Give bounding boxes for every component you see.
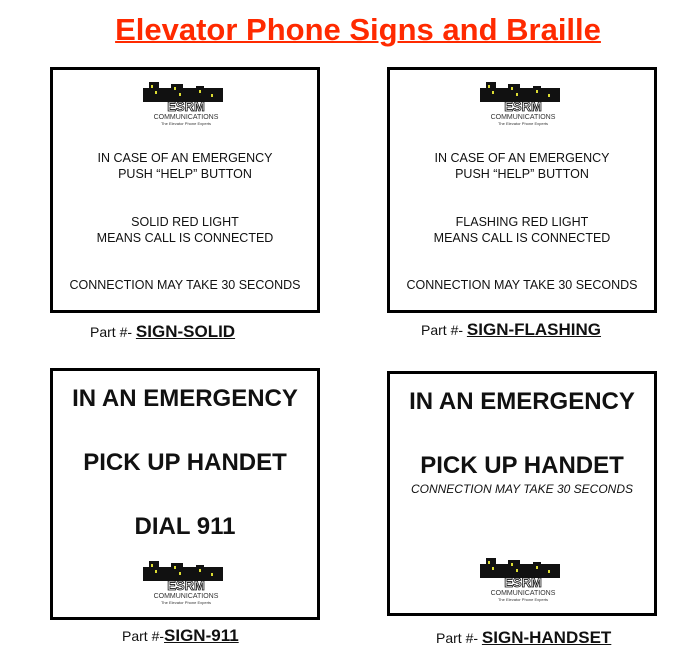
sign-text: PICK UP HANDET — [83, 449, 287, 476]
svg-text:ESRM: ESRM — [167, 578, 205, 593]
part-code: SIGN-SOLID — [135, 322, 236, 341]
sign-text: PUSH “HELP” BUTTON — [118, 167, 252, 181]
sign-text: CONNECTION MAY TAKE 30 SECONDS — [406, 278, 638, 292]
part-label: Part #- — [436, 630, 479, 646]
esrm-logo — [478, 554, 568, 604]
svg-text:The Elevator Phone Experts: The Elevator Phone Experts — [160, 121, 212, 126]
sign-text: PUSH “HELP” BUTTON — [455, 167, 589, 181]
part-number — [436, 628, 611, 648]
part-label: Part #- — [122, 628, 165, 644]
svg-text:ESRM: ESRM — [504, 575, 542, 590]
part-label: Part #- — [421, 322, 464, 338]
sign-flashing — [387, 67, 657, 313]
svg-text:COMMUNICATIONS: COMMUNICATIONS — [153, 593, 219, 600]
part-number — [421, 320, 601, 340]
sign-911 — [50, 368, 320, 620]
sign-text: FLASHING RED LIGHT — [455, 215, 589, 229]
part-code: SIGN-911 — [164, 626, 239, 645]
part-code: SIGN-FLASHING — [466, 320, 602, 339]
sign-text: MEANS CALL IS CONNECTED — [433, 231, 611, 245]
page-title: Elevator Phone Signs and Braille — [115, 12, 601, 47]
esrm-logo — [141, 78, 231, 128]
sign-handset — [387, 371, 657, 616]
svg-text:ESRM: ESRM — [167, 99, 205, 114]
sign-text: SOLID RED LIGHT — [131, 215, 239, 229]
svg-text:COMMUNICATIONS: COMMUNICATIONS — [490, 114, 556, 121]
sign-text: CONNECTION MAY TAKE 30 SECONDS — [69, 278, 301, 292]
sign-text: IN CASE OF AN EMERGENCY — [434, 151, 610, 165]
esrm-logo — [478, 78, 568, 128]
svg-text:The Elevator Phone Experts: The Elevator Phone Experts — [497, 597, 549, 602]
svg-text:The Elevator Phone Experts: The Elevator Phone Experts — [160, 600, 212, 605]
part-code: SIGN-HANDSET — [481, 628, 612, 647]
sign-text: IN AN EMERGENCY — [72, 385, 298, 412]
sign-text: MEANS CALL IS CONNECTED — [96, 231, 274, 245]
sign-text: DIAL 911 — [134, 513, 236, 540]
svg-text:COMMUNICATIONS: COMMUNICATIONS — [490, 590, 556, 597]
part-label: Part #- — [90, 324, 133, 340]
sign-text: IN CASE OF AN EMERGENCY — [97, 151, 273, 165]
sign-text: PICK UP HANDET — [420, 452, 624, 479]
esrm-logo — [141, 557, 231, 607]
sign-text: IN AN EMERGENCY — [409, 388, 635, 415]
sign-text: CONNECTION MAY TAKE 30 SECONDS — [410, 482, 634, 496]
svg-text:ESRM: ESRM — [504, 99, 542, 114]
sign-solid — [50, 67, 320, 313]
part-number — [90, 322, 235, 342]
svg-text:The Elevator Phone Experts: The Elevator Phone Experts — [497, 121, 549, 126]
svg-text:COMMUNICATIONS: COMMUNICATIONS — [153, 114, 219, 121]
part-number — [122, 626, 239, 646]
